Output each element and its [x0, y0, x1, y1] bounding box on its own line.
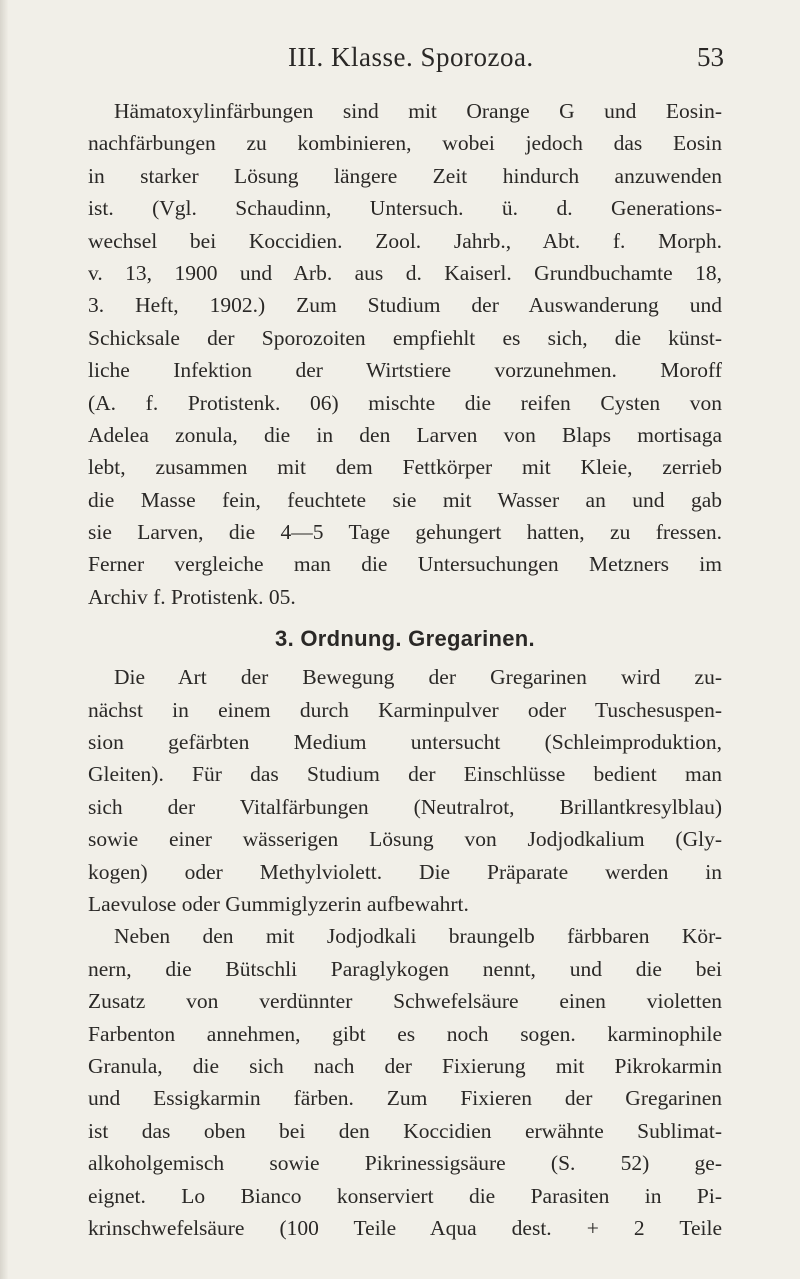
text-line: ist das oben bei den Koccidien erwähnte Sublimat- — [88, 1118, 722, 1143]
section-heading: 3. Ordnung. Gregarinen. — [275, 626, 535, 652]
text-line: lebt, zusammen mit dem Fettkörper mit Kleie, zerrieb — [88, 455, 722, 480]
text-line: in starker Lösung längere Zeit hindurch anzuwenden — [88, 163, 722, 188]
running-head: III. Klasse. Sporozoa. — [288, 42, 534, 72]
text-line: Adelea zonula, die in den Larven von Blaps mortisaga — [88, 422, 722, 447]
text-line: nächst in einem durch Karminpulver oder Tuschesuspen- — [88, 697, 722, 722]
text-line: Die Art der Bewegung der Gregarinen wird zu- — [114, 665, 722, 690]
paragraph-3 — [88, 920, 722, 1244]
text-line: nachfärbungen zu kombinieren, wobei jedoch das Eosin — [88, 131, 722, 156]
text-line: sie Larven, die 4—5 Tage gehungert hatten, zu fressen. — [88, 520, 722, 545]
text-line: Schicksale der Sporozoiten empfiehlt es sich, die künst- — [88, 325, 722, 350]
text-line: 3. Heft, 1902.) Zum Studium der Auswanderung und — [88, 293, 722, 318]
text-line: Zusatz von verdünnter Schwefelsäure einen violetten — [88, 989, 722, 1014]
text-line: liche Infektion der Wirtstiere vorzunehmen. Moroff — [88, 358, 722, 383]
page-body — [88, 95, 722, 1244]
text-line: sowie einer wässerigen Lösung von Jodjodkalium (Gly- — [88, 827, 722, 852]
text-line: v. 13, 1900 und Arb. aus d. Kaiserl. Grundbuchamte 18, — [88, 260, 722, 285]
paragraph-2 — [88, 661, 722, 920]
text-line: krinschwefelsäure (100 Teile Aqua dest. + 2 Teile — [88, 1215, 722, 1240]
text-line: (A. f. Protistenk. 06) mischte die reifen Cysten von — [88, 390, 722, 415]
text-line: Archiv f. Protistenk. 05. — [88, 584, 296, 609]
text-line: alkoholgemisch sowie Pikrinessigsäure (S. 52) ge- — [88, 1151, 722, 1176]
text-line: Laevulose oder Gummiglyzerin aufbewahrt. — [88, 891, 469, 916]
text-line: Ferner vergleiche man die Untersuchungen Metzners im — [88, 552, 722, 577]
page-spine-shadow — [0, 0, 8, 1279]
text-line: eignet. Lo Bianco konserviert die Parasiten in Pi- — [88, 1183, 722, 1208]
text-line: Granula, die sich nach der Fixierung mit Pikrokarmin — [88, 1053, 722, 1078]
text-line: Gleiten). Für das Studium der Einschlüsse bedient man — [88, 762, 722, 787]
text-line: wechsel bei Koccidien. Zool. Jahrb., Abt. f. Morph. — [88, 228, 722, 253]
text-line: die Masse fein, feuchtete sie mit Wasser an und gab — [88, 487, 722, 512]
text-line: sich der Vitalfärbungen (Neutralrot, Brillantkresylblau) — [88, 794, 722, 819]
page-number: 53 — [697, 42, 724, 72]
paragraph-1 — [88, 95, 722, 613]
text-line: Hämatoxylinfärbungen sind mit Orange G und Eosin- — [114, 99, 722, 123]
text-line: kogen) oder Methylviolett. Die Präparate werden in — [88, 859, 722, 884]
text-line: sion gefärbten Medium untersucht (Schleimproduktion, — [88, 730, 722, 755]
text-line: nern, die Bütschli Paraglykogen nennt, und die bei — [88, 956, 722, 981]
text-line: Neben den mit Jodjodkali braungelb färbbaren Kör- — [114, 924, 722, 949]
text-line: ist. (Vgl. Schaudinn, Untersuch. ü. d. Generations- — [88, 196, 722, 221]
text-line: und Essigkarmin färben. Zum Fixieren der Gregarinen — [88, 1086, 722, 1111]
text-line: Farbenton annehmen, gibt es noch sogen. karminophile — [88, 1021, 722, 1046]
page-header — [0, 42, 800, 82]
